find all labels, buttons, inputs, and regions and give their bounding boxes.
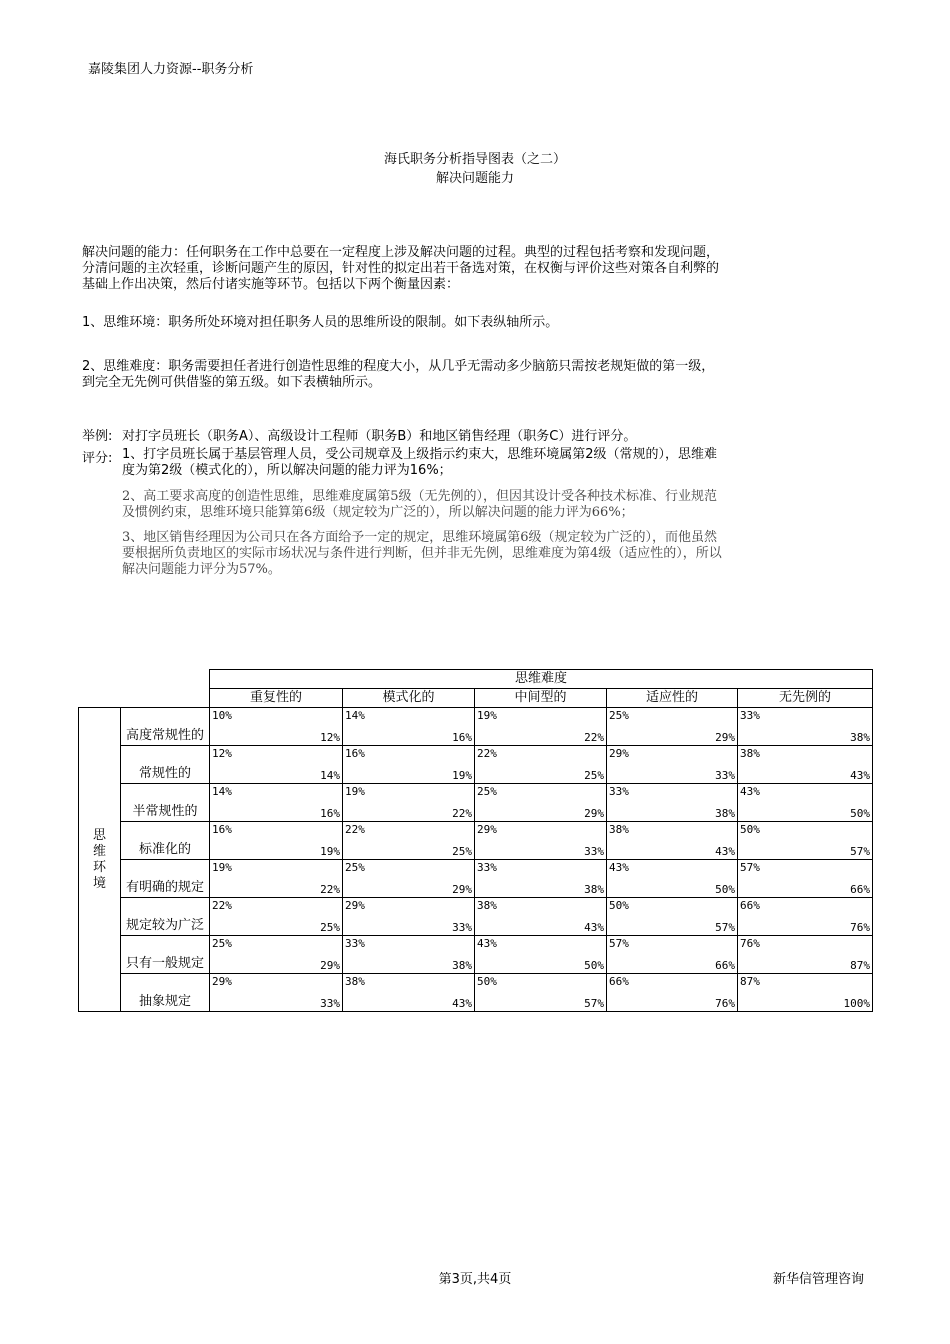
score-high: 33% [452, 921, 472, 934]
score-cell [607, 784, 738, 822]
score-low: 43% [477, 937, 497, 950]
score-cell [475, 784, 607, 822]
score-cell [343, 860, 475, 898]
score-high: 43% [452, 997, 472, 1010]
document-title [0, 150, 950, 188]
score-low: 38% [740, 747, 760, 760]
scoring-line: 1、打字员班长属于基层管理人员，受公司规章及上级指示约束大，思维环境属第2级（常规的），思维难 [122, 447, 718, 462]
score-cell [738, 860, 873, 898]
score-low: 19% [212, 861, 232, 874]
score-high: 29% [584, 807, 604, 820]
scoring-line: 3、地区销售经理因为公司只在各方面给予一定的规定，思维环境属第6级（规定较为广泛的），而他虽然 [122, 530, 718, 545]
scoring-item-1 [122, 447, 867, 479]
score-high: 16% [320, 807, 340, 820]
score-low: 57% [609, 937, 629, 950]
scoring-line: 及惯例约束，思维环境只能算第6级（规定较为广泛的），所以解决问题的能力评为66%； [122, 505, 634, 520]
scoring-line: 解决问题能力评分为57%。 [122, 562, 281, 577]
score-cell [210, 822, 343, 860]
score-cell [738, 974, 873, 1012]
score-cell [607, 746, 738, 784]
score-cell [210, 936, 343, 974]
score-low: 12% [212, 747, 232, 760]
score-high: 16% [452, 731, 472, 744]
factor1-paragraph: 1、思维环境：职务所处环境对担任职务人员的思维所设的限制。如下表纵轴所示。 [82, 315, 559, 330]
score-low: 43% [740, 785, 760, 798]
score-high: 87% [850, 959, 870, 972]
scoring-line: 2、高工要求高度的创造性思维，思维难度属第5级（无先例的），但因其设计受各种技术标准、行业规范 [122, 489, 718, 504]
score-cell [210, 708, 343, 746]
intro-paragraph [82, 245, 872, 293]
score-cell [607, 822, 738, 860]
table-row [79, 974, 873, 1012]
header-title: 嘉陵集团人力资源--职务分析 [88, 62, 254, 77]
score-cell [343, 746, 475, 784]
score-low: 25% [212, 937, 232, 950]
document-title-line1: 海氏职务分析指导图表（之二） [383, 152, 566, 167]
score-low: 33% [740, 709, 760, 722]
score-high: 22% [584, 731, 604, 744]
score-cell [343, 898, 475, 936]
example-text: 对打字员班长（职务A）、高级设计工程师（职务B）和地区销售经理（职务C）进行评分。 [122, 429, 637, 444]
table-row [79, 860, 873, 898]
score-low: 10% [212, 709, 232, 722]
score-low: 16% [212, 823, 232, 836]
score-high: 66% [715, 959, 735, 972]
score-cell [738, 746, 873, 784]
score-high: 38% [452, 959, 472, 972]
score-low: 38% [609, 823, 629, 836]
score-cell [607, 860, 738, 898]
score-high: 33% [715, 769, 735, 782]
score-cell [210, 784, 343, 822]
score-low: 19% [477, 709, 497, 722]
scoring-item-3 [122, 530, 867, 578]
score-low: 50% [740, 823, 760, 836]
score-cell [210, 898, 343, 936]
score-low: 22% [477, 747, 497, 760]
score-high: 19% [452, 769, 472, 782]
score-high: 29% [320, 959, 340, 972]
intro-line: 基础上作出决策，然后付诸实施等环节。包括以下两个衡量因素： [82, 277, 460, 292]
example-label: 举例: [82, 429, 113, 444]
score-low: 76% [740, 937, 760, 950]
score-low: 33% [345, 937, 365, 950]
score-cell [738, 708, 873, 746]
factor2-paragraph [82, 359, 872, 391]
column-header: 适应性的 [607, 689, 738, 708]
row-label: 抽象规定 [121, 974, 210, 1012]
score-cell [343, 708, 475, 746]
row-label: 标准化的 [121, 822, 210, 860]
score-cell [738, 822, 873, 860]
score-cell [607, 936, 738, 974]
factor2-line: 到完全无先例可供借鉴的第五级。如下表横轴所示。 [82, 375, 382, 390]
score-high: 66% [850, 883, 870, 896]
score-low: 19% [345, 785, 365, 798]
score-high: 38% [850, 731, 870, 744]
score-high: 22% [452, 807, 472, 820]
table-row [79, 708, 873, 746]
score-low: 43% [609, 861, 629, 874]
score-cell [475, 708, 607, 746]
row-label: 只有一般规定 [121, 936, 210, 974]
score-cell [738, 784, 873, 822]
score-low: 57% [740, 861, 760, 874]
score-cell [475, 860, 607, 898]
table-corner [79, 670, 121, 689]
score-low: 29% [212, 975, 232, 988]
column-header: 模式化的 [343, 689, 475, 708]
score-low: 66% [609, 975, 629, 988]
column-header: 重复性的 [210, 689, 343, 708]
score-cell [475, 936, 607, 974]
score-cell [607, 708, 738, 746]
score-low: 87% [740, 975, 760, 988]
score-low: 29% [609, 747, 629, 760]
table-corner [79, 689, 121, 708]
score-high: 43% [584, 921, 604, 934]
column-axis-label: 思维难度 [210, 670, 873, 689]
score-cell [738, 898, 873, 936]
score-high: 50% [584, 959, 604, 972]
score-high: 12% [320, 731, 340, 744]
score-cell [343, 822, 475, 860]
score-cell [475, 898, 607, 936]
scoring-line: 度为第2级（模式化的），所以解决问题的能力评为16%； [122, 463, 452, 478]
score-high: 25% [452, 845, 472, 858]
score-low: 25% [477, 785, 497, 798]
scoring-item-2 [122, 489, 867, 521]
table-corner [121, 670, 210, 689]
score-low: 38% [477, 899, 497, 912]
table-row [79, 936, 873, 974]
score-cell [475, 974, 607, 1012]
table-row [79, 746, 873, 784]
score-cell [210, 746, 343, 784]
score-high: 29% [715, 731, 735, 744]
row-axis-label-text: 思维环境 [92, 827, 106, 891]
row-label: 规定较为广泛 [121, 898, 210, 936]
score-low: 29% [477, 823, 497, 836]
document-title-line2: 解决问题能力 [435, 171, 514, 186]
score-low: 29% [345, 899, 365, 912]
score-high: 25% [584, 769, 604, 782]
score-cell [343, 974, 475, 1012]
score-high: 43% [715, 845, 735, 858]
score-high: 76% [715, 997, 735, 1010]
row-label: 常规性的 [121, 746, 210, 784]
score-high: 57% [584, 997, 604, 1010]
score-low: 38% [345, 975, 365, 988]
footer-page-number: 第3页,共4页 [438, 1272, 512, 1287]
scoring-label: 评分: [82, 451, 113, 466]
score-low: 50% [609, 899, 629, 912]
row-axis-label [79, 708, 121, 1012]
score-high: 33% [320, 997, 340, 1010]
table-row [79, 898, 873, 936]
column-header: 中间型的 [475, 689, 607, 708]
factor2-line: 2、思维难度：职务需要担任者进行创造性思维的程度大小，从几乎无需动多少脑筋只需按老规矩做的第一级， [82, 359, 715, 374]
score-low: 25% [609, 709, 629, 722]
score-cell [607, 898, 738, 936]
row-label: 半常规性的 [121, 784, 210, 822]
footer-brand: 新华信管理咨询 [772, 1272, 864, 1287]
score-high: 22% [320, 883, 340, 896]
score-high: 57% [850, 845, 870, 858]
score-low: 22% [345, 823, 365, 836]
intro-line: 分清问题的主次轻重，诊断问题产生的原因，针对性的拟定出若干备选对策，在权衡与评价这些对策各自利弊的 [82, 261, 720, 276]
score-cell [343, 936, 475, 974]
score-high: 43% [850, 769, 870, 782]
score-cell [607, 974, 738, 1012]
row-label: 有明确的规定 [121, 860, 210, 898]
score-high: 33% [584, 845, 604, 858]
score-high: 14% [320, 769, 340, 782]
score-cell [475, 746, 607, 784]
score-cell [738, 936, 873, 974]
score-low: 33% [609, 785, 629, 798]
score-low: 14% [345, 709, 365, 722]
score-low: 66% [740, 899, 760, 912]
score-low: 25% [345, 861, 365, 874]
score-low: 22% [212, 899, 232, 912]
score-high: 50% [715, 883, 735, 896]
score-cell [475, 822, 607, 860]
score-high: 50% [850, 807, 870, 820]
scoring-line: 要根据所负责地区的实际市场状况与条件进行判断，但并非无先例，思维难度为第4级（适应性的），所以 [122, 546, 722, 561]
score-high: 76% [850, 921, 870, 934]
table-row [79, 784, 873, 822]
score-low: 14% [212, 785, 232, 798]
column-header: 无先例的 [738, 689, 873, 708]
intro-line: 解决问题的能力：任何职务在工作中总要在一定程度上涉及解决问题的过程。典型的过程包括考察和发现问题， [82, 245, 720, 260]
score-cell [210, 974, 343, 1012]
score-high: 57% [715, 921, 735, 934]
score-high: 38% [715, 807, 735, 820]
problem-solving-table [78, 669, 873, 1012]
score-low: 33% [477, 861, 497, 874]
score-low: 16% [345, 747, 365, 760]
score-high: 25% [320, 921, 340, 934]
row-label: 高度常规性的 [121, 708, 210, 746]
score-high: 100% [843, 997, 870, 1010]
score-cell [343, 784, 475, 822]
score-cell [210, 860, 343, 898]
table-corner [121, 689, 210, 708]
score-high: 19% [320, 845, 340, 858]
score-high: 38% [584, 883, 604, 896]
table-row [79, 822, 873, 860]
score-high: 29% [452, 883, 472, 896]
score-low: 50% [477, 975, 497, 988]
